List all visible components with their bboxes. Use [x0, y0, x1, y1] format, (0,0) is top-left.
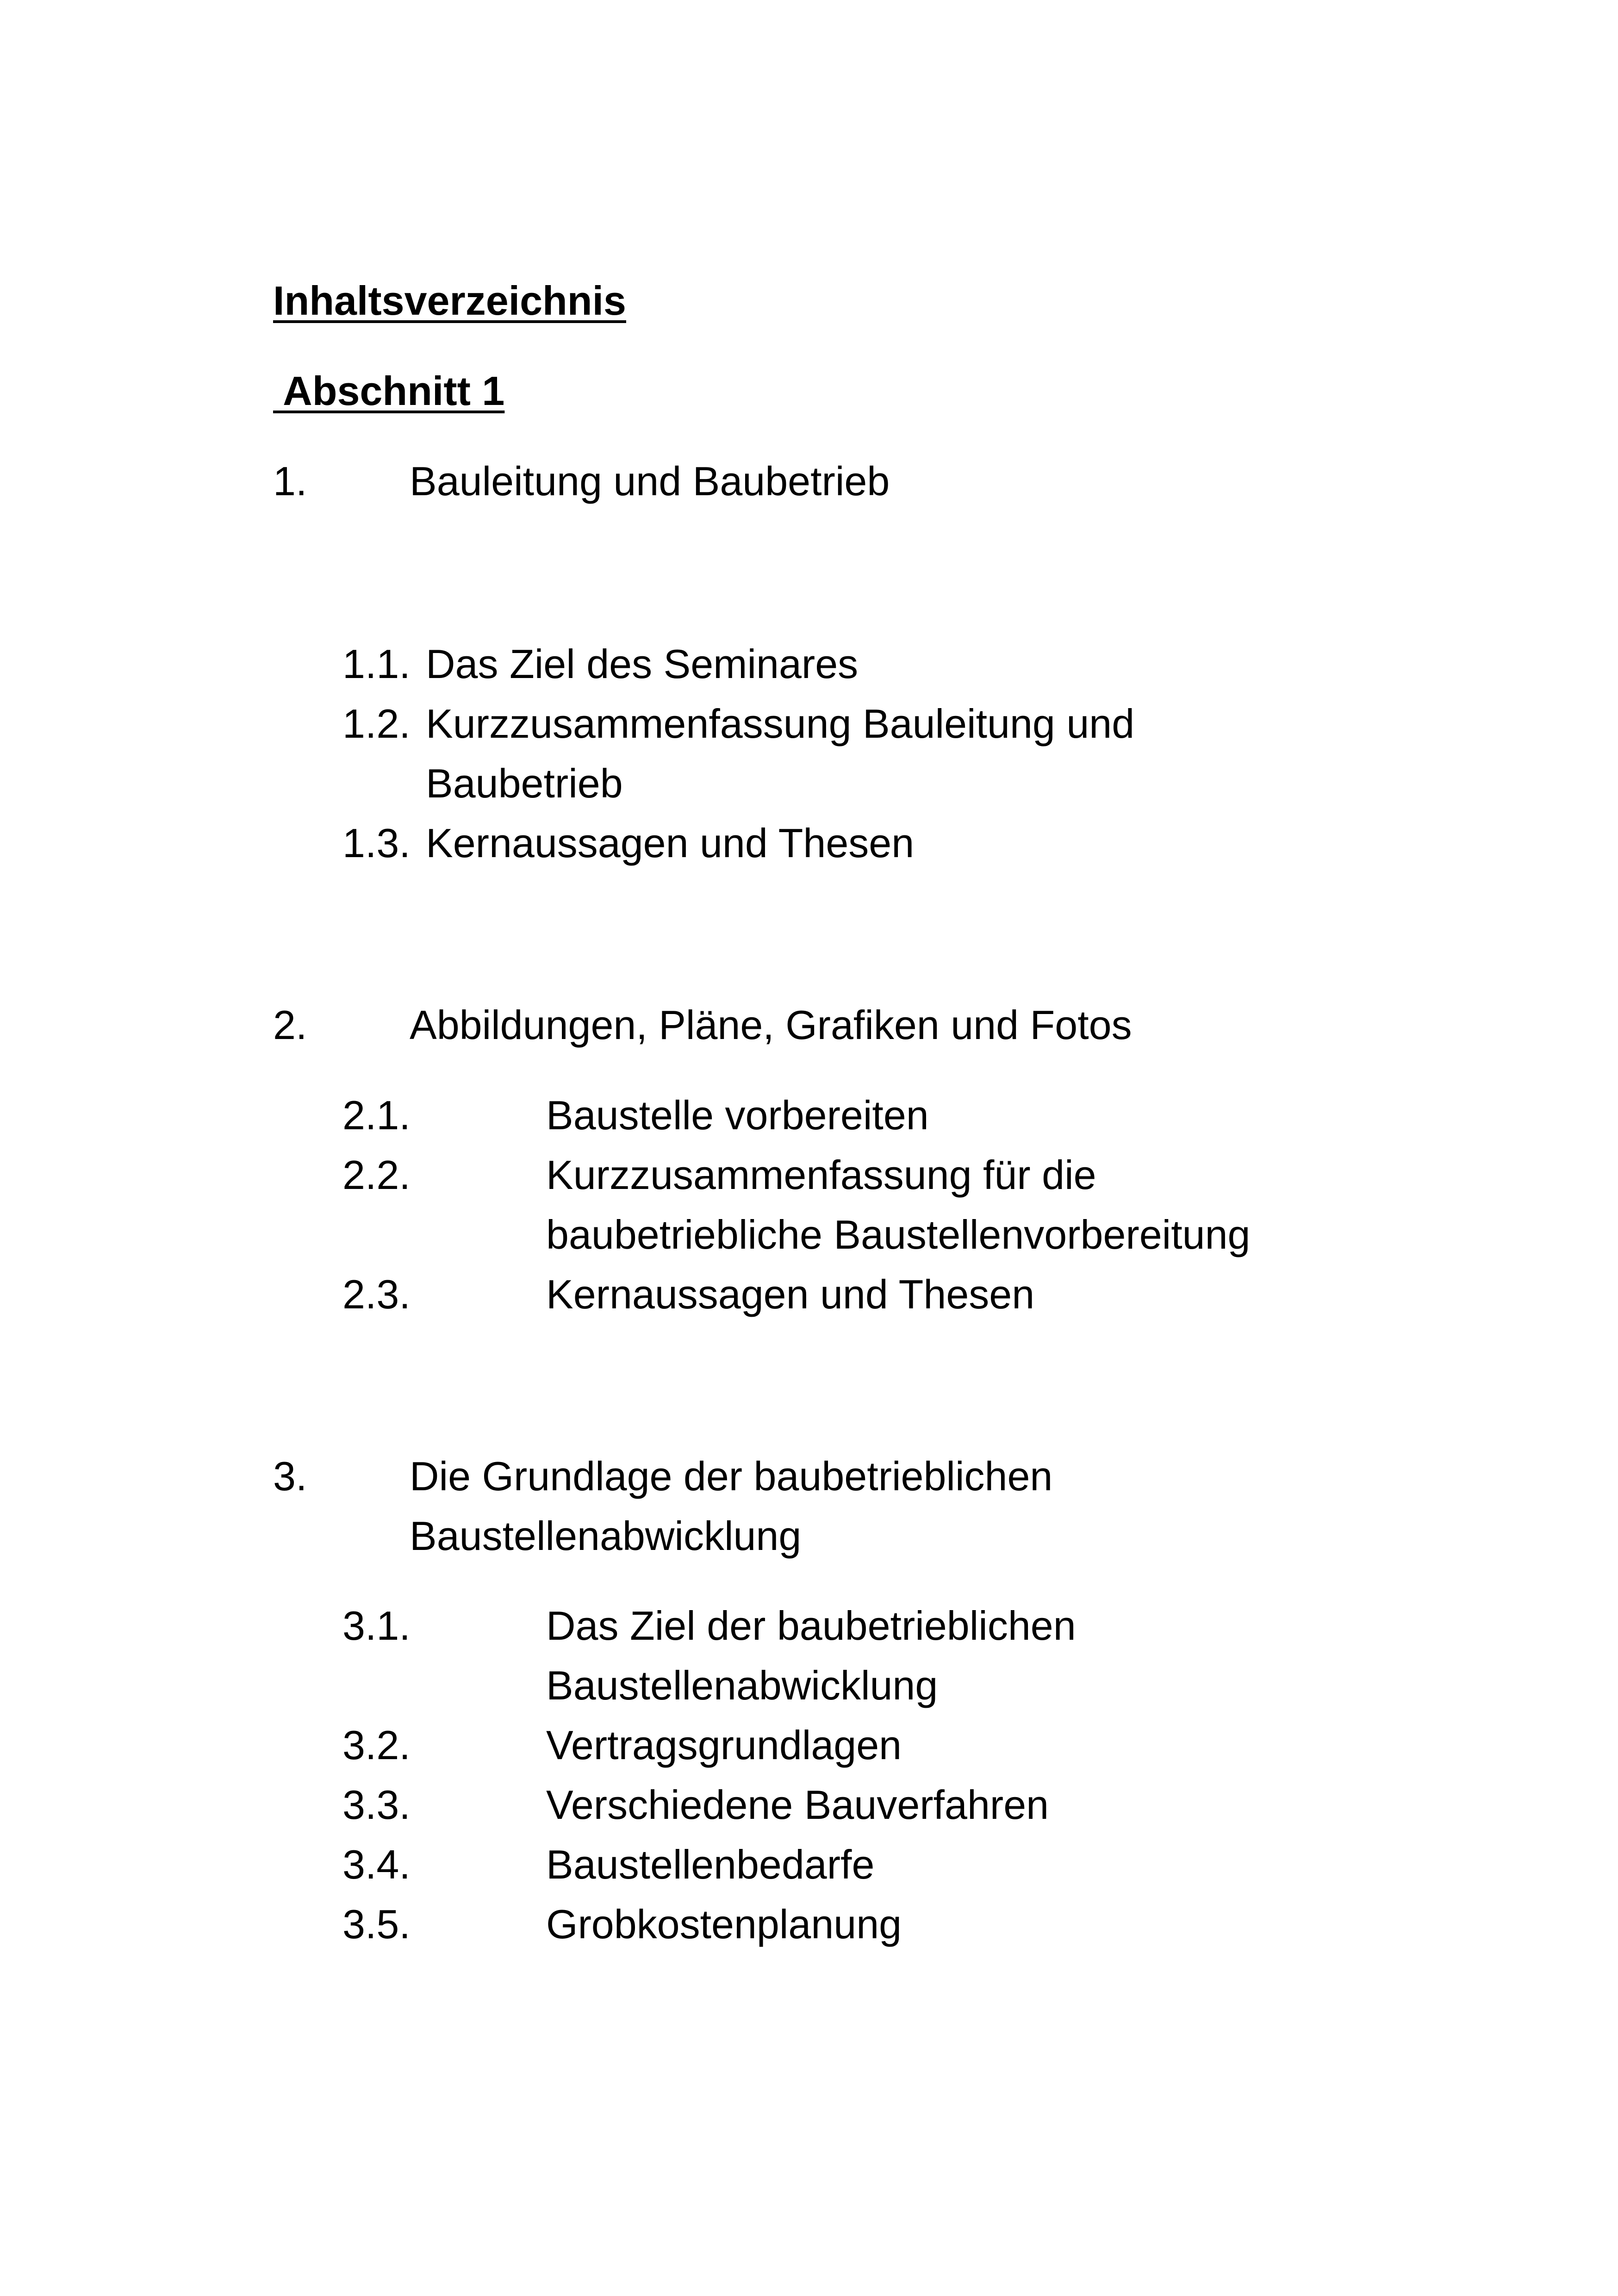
- chapter-2-number: 2.: [273, 1002, 307, 1048]
- toc-item-3-5-text: Grobkostenplanung: [546, 1901, 902, 1947]
- toc-item-1-1-text: Das Ziel des Seminares: [426, 641, 859, 687]
- chapter-1-number: 1.: [273, 458, 307, 504]
- toc-item-3-1-number: 3.1.: [342, 1603, 411, 1649]
- toc-item-3-1-continuation: Baustellenabwicklung: [546, 1662, 938, 1708]
- toc-item-2-1-text: Baustelle vorbereiten: [546, 1092, 929, 1138]
- toc-item-3-3-number: 3.3.: [342, 1782, 411, 1828]
- toc-item-2-2-continuation: baubetriebliche Baustellenvorbereitung: [546, 1212, 1251, 1257]
- toc-item-1-2-number: 1.2.: [342, 701, 411, 747]
- chapter-3-number: 3.: [273, 1453, 307, 1499]
- toc-item-1-2-text: Kurzzusammenfassung Bauleitung und: [426, 701, 1135, 747]
- toc-item-1-2-continuation: Baubetrieb: [426, 760, 623, 806]
- toc-item-3-2-text: Vertragsgrundlagen: [546, 1722, 902, 1768]
- toc-item-3-1-text: Das Ziel der baubetrieblichen: [546, 1603, 1076, 1649]
- chapter-1-title: Bauleitung und Baubetrieb: [410, 458, 890, 504]
- toc-item-2-2-text: Kurzzusammenfassung für die: [546, 1152, 1096, 1198]
- chapter-3-title-continuation: Baustellenabwicklung: [410, 1513, 802, 1559]
- chapter-2-title: Abbildungen, Pläne, Grafiken und Fotos: [410, 1002, 1132, 1048]
- toc-title: Inhaltsverzeichnis: [273, 278, 626, 324]
- toc-item-3-4-number: 3.4.: [342, 1842, 411, 1887]
- toc-item-3-5-number: 3.5.: [342, 1901, 411, 1947]
- chapter-3-title: Die Grundlage der baubetrieblichen: [410, 1453, 1053, 1499]
- toc-item-3-4-text: Baustellenbedarfe: [546, 1842, 875, 1887]
- toc-item-1-1-number: 1.1.: [342, 641, 411, 687]
- toc-item-3-2-number: 3.2.: [342, 1722, 411, 1768]
- toc-item-2-3-text: Kernaussagen und Thesen: [546, 1271, 1035, 1317]
- toc-item-2-1-number: 2.1.: [342, 1092, 411, 1138]
- toc-item-1-3-number: 1.3.: [342, 820, 411, 866]
- section-heading: Abschnitt 1: [273, 368, 505, 414]
- toc-item-1-3-text: Kernaussagen und Thesen: [426, 820, 915, 866]
- toc-item-3-3-text: Verschiedene Bauverfahren: [546, 1782, 1049, 1828]
- toc-item-2-3-number: 2.3.: [342, 1271, 411, 1317]
- toc-item-2-2-number: 2.2.: [342, 1152, 411, 1198]
